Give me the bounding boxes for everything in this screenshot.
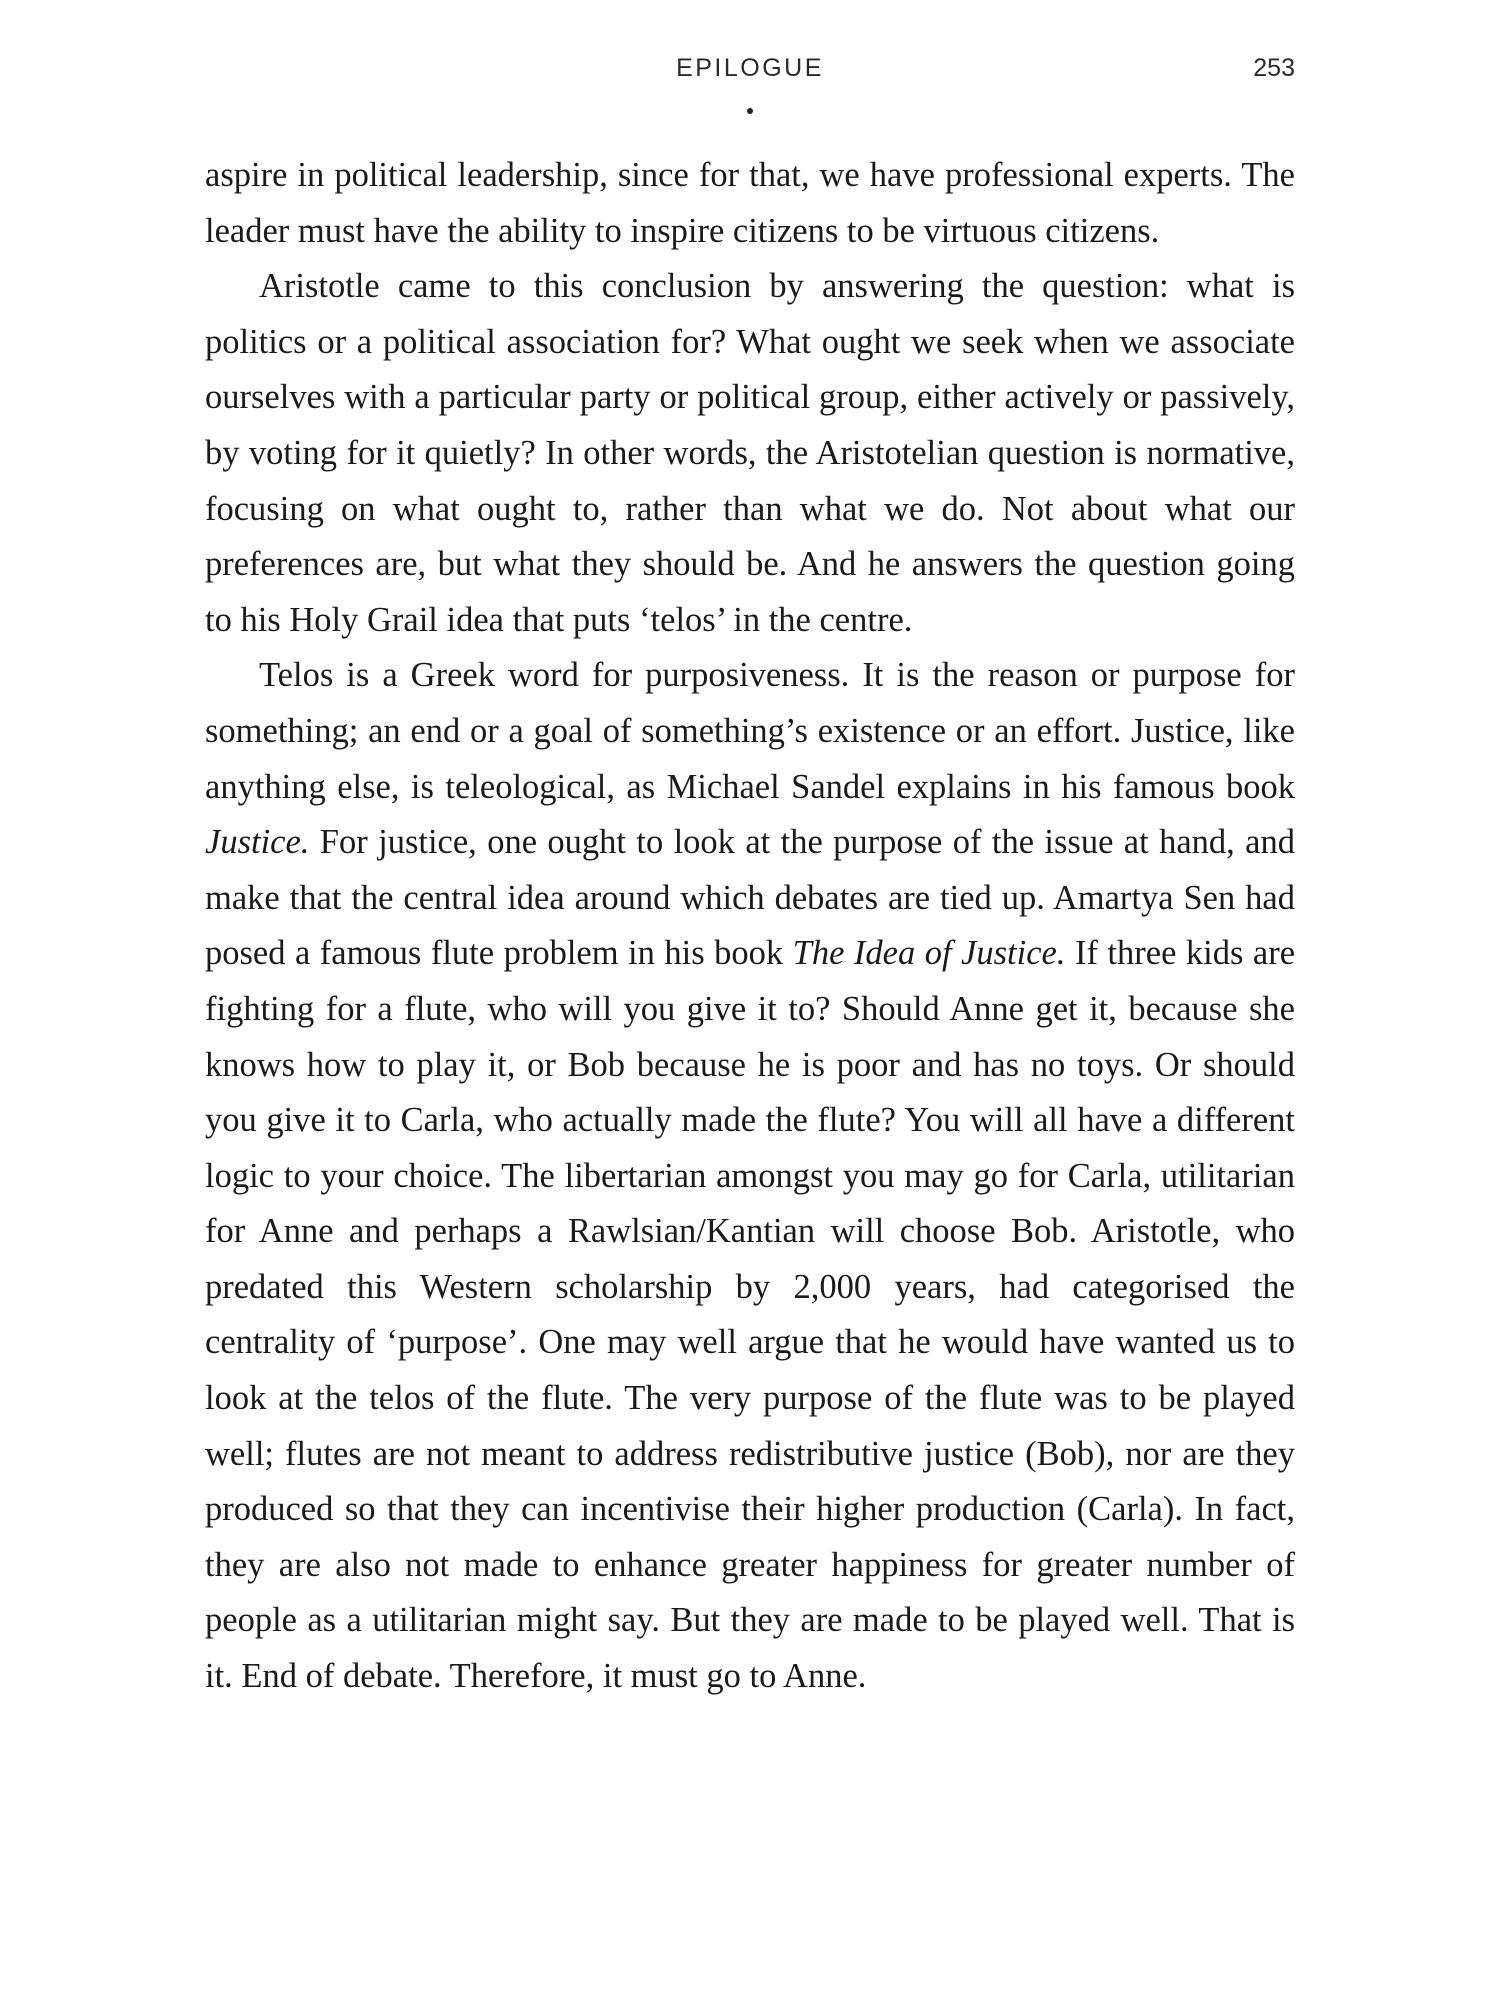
chapter-title: EPILOGUE	[676, 54, 824, 82]
paragraph-2	[205, 259, 1295, 648]
page-number: 253	[1253, 54, 1295, 82]
book-title-idea-of-justice: The Idea of Justice.	[792, 934, 1066, 973]
paragraph-3	[205, 648, 1295, 1704]
paragraph-text: If three kids are fighting for a flute, who will you give it to? Should Anne get it, because she knows how to play it, or Bob because he is poor and has no toys. Or should you give it to Carla, who actually made the flute? You will all have a different logic to your choice. The libertarian amongst you may go for Carla, utilitarian for Anne and perhaps a Rawlsian/Kantian will choose Bob. Aristotle, who predated this Western scholarship by 2,000 years, had categorised the centrality of ‘purpose’. One may well argue that he would have wanted us to look at the telos of the flute. The very purpose of the flute was to be played well; flutes are not meant to address redistributive justice (Bob), nor are they produced so that they can incentivise their higher production (Carla). In fact, they are also not made to enhance greater happiness for greater number of people as a utilitarian might say. But they are made to be played well. That is it. End of debate. Therefore, it must go to Anne.	[205, 934, 1296, 1696]
paragraph-text: Aristotle came to this conclusion by answering the question: what is politics or a political association for? What ought we seek when we associate ourselves with a particular party or political group, either actively or passively, by voting for it quietly? In other words, the Aristotelian question is normative, focusing on what ought to, rather than what we do. Not about what our preferences are, but what they should be. And he answers the question going to his Holy Grail idea that puts ‘telos’ in the centre.	[205, 267, 1295, 639]
paragraph-1	[205, 148, 1295, 259]
paragraph-text: For justice, one ought to look at the purpose of the issue at hand, and make that the central idea around which debates are tied up. Amartya Sen had posed a famous flute problem in his book	[205, 823, 1295, 973]
running-head	[205, 54, 1295, 94]
book-title-justice: Justice.	[205, 823, 310, 862]
ornament-dot	[747, 108, 753, 114]
paragraph-text: Telos is a Greek word for purposiveness. It is the reason or purpose for something; an end or a goal of something’s existence or an effort. Justice, like anything else, is teleological, as Michael Sandel explains in his famous book	[205, 656, 1295, 806]
paragraph-text: aspire in political leadership, since for that, we have professional experts. The leader must have the ability to inspire citizens to be virtuous citizens.	[205, 156, 1295, 250]
body-text	[205, 148, 1295, 1705]
